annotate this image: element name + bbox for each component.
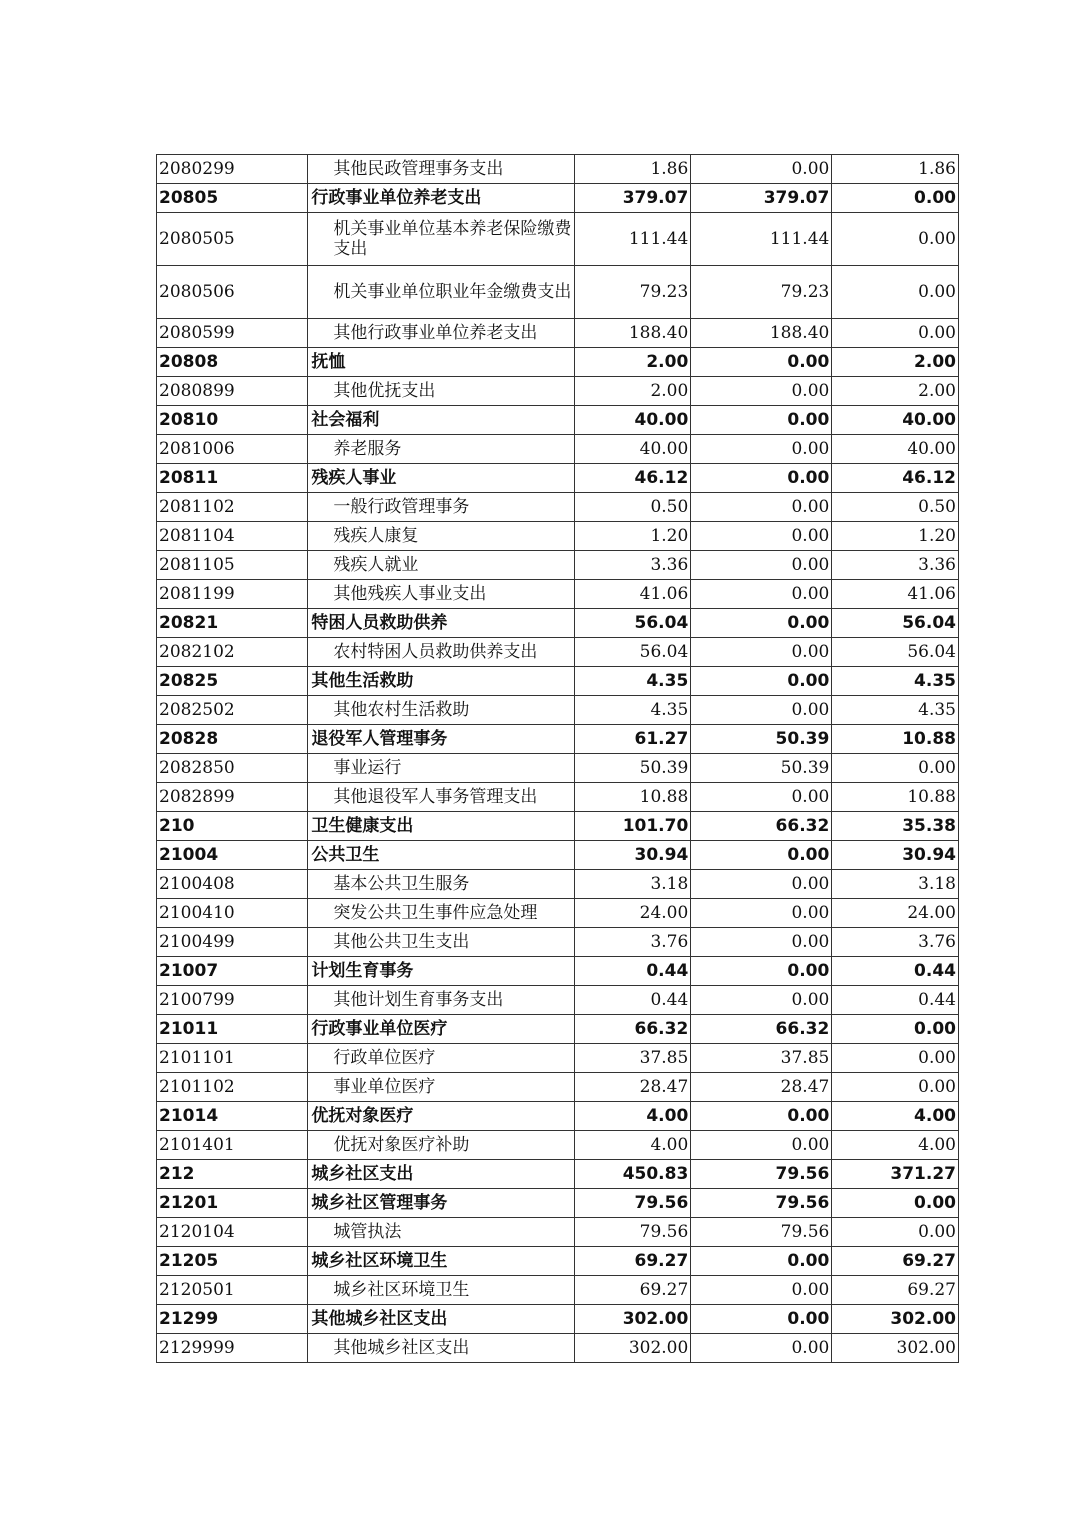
basic-expenditure-cell: 0.00 (691, 493, 832, 522)
item-name-text: 其他农村生活救助 (333, 700, 470, 720)
item-name-cell (308, 377, 575, 406)
account-code-cell: 2081104 (157, 522, 308, 551)
total-amount-cell: 302.00 (574, 1334, 690, 1363)
table-row (157, 1160, 959, 1189)
item-name-cell (308, 986, 575, 1015)
project-expenditure-cell: 0.00 (832, 1189, 959, 1218)
account-code-cell: 20810 (157, 406, 308, 435)
item-name-text: 机关事业单位基本养老保险缴费支出 (333, 219, 572, 259)
item-name-cell (308, 551, 575, 580)
account-code-cell: 20821 (157, 609, 308, 638)
project-expenditure-cell: 3.36 (832, 551, 959, 580)
total-amount-cell: 40.00 (574, 435, 690, 464)
item-name-text: 其他城乡社区支出 (333, 1338, 470, 1358)
account-code-cell: 2120501 (157, 1276, 308, 1305)
account-code-cell: 20805 (157, 184, 308, 213)
total-amount-cell: 0.44 (574, 957, 690, 986)
account-code-cell: 2081105 (157, 551, 308, 580)
total-amount-cell: 111.44 (574, 213, 690, 266)
account-code-cell: 2100799 (157, 986, 308, 1015)
account-code-cell: 2080299 (157, 155, 308, 184)
total-amount-cell: 66.32 (574, 1015, 690, 1044)
account-code-cell: 20808 (157, 348, 308, 377)
item-name-text: 退役军人管理事务 (311, 729, 448, 749)
basic-expenditure-cell: 66.32 (691, 1015, 832, 1044)
total-amount-cell: 30.94 (574, 841, 690, 870)
basic-expenditure-cell: 37.85 (691, 1044, 832, 1073)
item-name-cell (308, 609, 575, 638)
total-amount-cell: 0.44 (574, 986, 690, 1015)
item-name-text: 其他公共卫生支出 (333, 932, 470, 952)
account-code-cell: 2082850 (157, 754, 308, 783)
total-amount-cell: 79.23 (574, 266, 690, 319)
item-name-cell (308, 870, 575, 899)
item-name-text: 一般行政管理事务 (333, 497, 470, 517)
table-row (157, 696, 959, 725)
table-row (157, 348, 959, 377)
table-row (157, 184, 959, 213)
basic-expenditure-cell: 79.23 (691, 266, 832, 319)
project-expenditure-cell: 41.06 (832, 580, 959, 609)
total-amount-cell: 28.47 (574, 1073, 690, 1102)
item-name-text: 残疾人事业 (311, 468, 397, 488)
table-row (157, 1189, 959, 1218)
table-row (157, 609, 959, 638)
item-name-cell (308, 754, 575, 783)
table-row (157, 870, 959, 899)
item-name-cell (308, 1218, 575, 1247)
total-amount-cell: 2.00 (574, 377, 690, 406)
project-expenditure-cell: 69.27 (832, 1247, 959, 1276)
total-amount-cell: 69.27 (574, 1247, 690, 1276)
total-amount-cell: 79.56 (574, 1189, 690, 1218)
basic-expenditure-cell: 0.00 (691, 986, 832, 1015)
project-expenditure-cell: 0.00 (832, 184, 959, 213)
basic-expenditure-cell: 79.56 (691, 1160, 832, 1189)
item-name-cell (308, 841, 575, 870)
item-name-cell (308, 155, 575, 184)
basic-expenditure-cell: 0.00 (691, 1131, 832, 1160)
item-name-cell (308, 522, 575, 551)
account-code-cell: 2082102 (157, 638, 308, 667)
item-name-text: 其他城乡社区支出 (311, 1309, 448, 1329)
total-amount-cell: 2.00 (574, 348, 690, 377)
item-name-text: 城乡社区管理事务 (311, 1193, 448, 1213)
item-name-cell (308, 899, 575, 928)
basic-expenditure-cell: 0.00 (691, 1102, 832, 1131)
item-name-cell (308, 1044, 575, 1073)
item-name-cell (308, 1247, 575, 1276)
basic-expenditure-cell: 79.56 (691, 1189, 832, 1218)
project-expenditure-cell: 0.00 (832, 1218, 959, 1247)
table-row (157, 1218, 959, 1247)
account-code-cell: 2101102 (157, 1073, 308, 1102)
table-row (157, 319, 959, 348)
table-row (157, 1044, 959, 1073)
basic-expenditure-cell: 0.00 (691, 870, 832, 899)
expenditure-table (156, 154, 959, 1363)
total-amount-cell: 37.85 (574, 1044, 690, 1073)
basic-expenditure-cell: 28.47 (691, 1073, 832, 1102)
account-code-cell: 2120104 (157, 1218, 308, 1247)
basic-expenditure-cell: 0.00 (691, 435, 832, 464)
project-expenditure-cell: 30.94 (832, 841, 959, 870)
basic-expenditure-cell: 0.00 (691, 667, 832, 696)
total-amount-cell: 101.70 (574, 812, 690, 841)
account-code-cell: 21011 (157, 1015, 308, 1044)
account-code-cell: 21201 (157, 1189, 308, 1218)
project-expenditure-cell: 0.00 (832, 266, 959, 319)
item-name-text: 行政事业单位养老支出 (311, 188, 482, 208)
basic-expenditure-cell: 0.00 (691, 1276, 832, 1305)
item-name-text: 养老服务 (333, 439, 402, 459)
project-expenditure-cell: 24.00 (832, 899, 959, 928)
table-row (157, 213, 959, 266)
basic-expenditure-cell: 0.00 (691, 899, 832, 928)
item-name-cell (308, 348, 575, 377)
project-expenditure-cell: 0.00 (832, 319, 959, 348)
table-row (157, 266, 959, 319)
item-name-cell (308, 667, 575, 696)
item-name-text: 优抚对象医疗补助 (333, 1135, 470, 1155)
project-expenditure-cell: 4.35 (832, 667, 959, 696)
project-expenditure-cell: 10.88 (832, 725, 959, 754)
project-expenditure-cell: 56.04 (832, 609, 959, 638)
item-name-text: 抚恤 (311, 352, 346, 372)
total-amount-cell: 79.56 (574, 1218, 690, 1247)
basic-expenditure-cell: 0.00 (691, 783, 832, 812)
item-name-text: 其他计划生育事务支出 (333, 990, 504, 1010)
table-body (157, 155, 959, 1363)
total-amount-cell: 1.20 (574, 522, 690, 551)
item-name-text: 农村特困人员救助供养支出 (333, 642, 538, 662)
project-expenditure-cell: 0.00 (832, 1015, 959, 1044)
item-name-text: 其他民政管理事务支出 (333, 159, 504, 179)
account-code-cell: 2100408 (157, 870, 308, 899)
total-amount-cell: 188.40 (574, 319, 690, 348)
item-name-text: 残疾人就业 (333, 555, 419, 575)
total-amount-cell: 4.35 (574, 667, 690, 696)
project-expenditure-cell: 0.50 (832, 493, 959, 522)
project-expenditure-cell: 40.00 (832, 406, 959, 435)
basic-expenditure-cell: 0.00 (691, 841, 832, 870)
account-code-cell: 21004 (157, 841, 308, 870)
item-name-text: 其他优抚支出 (333, 381, 436, 401)
basic-expenditure-cell: 0.00 (691, 155, 832, 184)
item-name-cell (308, 812, 575, 841)
project-expenditure-cell: 40.00 (832, 435, 959, 464)
item-name-cell (308, 580, 575, 609)
total-amount-cell: 450.83 (574, 1160, 690, 1189)
basic-expenditure-cell: 0.00 (691, 1334, 832, 1363)
total-amount-cell: 3.18 (574, 870, 690, 899)
project-expenditure-cell: 302.00 (832, 1334, 959, 1363)
item-name-text: 城管执法 (333, 1222, 402, 1242)
item-name-cell (308, 464, 575, 493)
project-expenditure-cell: 3.76 (832, 928, 959, 957)
project-expenditure-cell: 1.20 (832, 522, 959, 551)
basic-expenditure-cell: 0.00 (691, 580, 832, 609)
item-name-cell (308, 1131, 575, 1160)
item-name-cell (308, 1334, 575, 1363)
total-amount-cell: 56.04 (574, 638, 690, 667)
table-row (157, 957, 959, 986)
item-name-text: 其他行政事业单位养老支出 (333, 323, 538, 343)
table-row (157, 1334, 959, 1363)
account-code-cell: 20828 (157, 725, 308, 754)
project-expenditure-cell: 0.00 (832, 213, 959, 266)
project-expenditure-cell: 2.00 (832, 348, 959, 377)
basic-expenditure-cell: 0.00 (691, 406, 832, 435)
account-code-cell: 21007 (157, 957, 308, 986)
table-row (157, 1073, 959, 1102)
item-name-cell (308, 213, 575, 266)
total-amount-cell: 46.12 (574, 464, 690, 493)
basic-expenditure-cell: 188.40 (691, 319, 832, 348)
account-code-cell: 2081199 (157, 580, 308, 609)
basic-expenditure-cell: 79.56 (691, 1218, 832, 1247)
table-row (157, 435, 959, 464)
total-amount-cell: 379.07 (574, 184, 690, 213)
project-expenditure-cell: 4.00 (832, 1102, 959, 1131)
item-name-text: 事业运行 (333, 758, 402, 778)
total-amount-cell: 24.00 (574, 899, 690, 928)
table-row (157, 377, 959, 406)
account-code-cell: 2080599 (157, 319, 308, 348)
item-name-text: 社会福利 (311, 410, 380, 430)
table-row (157, 406, 959, 435)
basic-expenditure-cell: 50.39 (691, 754, 832, 783)
table-row (157, 899, 959, 928)
project-expenditure-cell: 69.27 (832, 1276, 959, 1305)
project-expenditure-cell: 0.00 (832, 754, 959, 783)
basic-expenditure-cell: 379.07 (691, 184, 832, 213)
item-name-cell (308, 319, 575, 348)
account-code-cell: 2080899 (157, 377, 308, 406)
basic-expenditure-cell: 0.00 (691, 464, 832, 493)
basic-expenditure-cell: 0.00 (691, 957, 832, 986)
table-row (157, 841, 959, 870)
total-amount-cell: 61.27 (574, 725, 690, 754)
item-name-text: 其他生活救助 (311, 671, 414, 691)
account-code-cell: 21014 (157, 1102, 308, 1131)
project-expenditure-cell: 10.88 (832, 783, 959, 812)
project-expenditure-cell: 371.27 (832, 1160, 959, 1189)
account-code-cell: 2100410 (157, 899, 308, 928)
account-code-cell: 2082899 (157, 783, 308, 812)
total-amount-cell: 302.00 (574, 1305, 690, 1334)
table-row (157, 1015, 959, 1044)
table-row (157, 783, 959, 812)
basic-expenditure-cell: 0.00 (691, 522, 832, 551)
table-row (157, 551, 959, 580)
item-name-text: 城乡社区环境卫生 (311, 1251, 448, 1271)
project-expenditure-cell: 3.18 (832, 870, 959, 899)
table-row (157, 1305, 959, 1334)
table-row (157, 493, 959, 522)
total-amount-cell: 4.35 (574, 696, 690, 725)
item-name-cell (308, 1305, 575, 1334)
project-expenditure-cell: 302.00 (832, 1305, 959, 1334)
item-name-cell (308, 1102, 575, 1131)
total-amount-cell: 3.36 (574, 551, 690, 580)
item-name-text: 城乡社区支出 (311, 1164, 414, 1184)
item-name-text: 计划生育事务 (311, 961, 414, 981)
account-code-cell: 212 (157, 1160, 308, 1189)
item-name-cell (308, 1015, 575, 1044)
total-amount-cell: 1.86 (574, 155, 690, 184)
account-code-cell: 2100499 (157, 928, 308, 957)
project-expenditure-cell: 56.04 (832, 638, 959, 667)
item-name-cell (308, 184, 575, 213)
item-name-text: 突发公共卫生事件应急处理 (333, 903, 538, 923)
project-expenditure-cell: 46.12 (832, 464, 959, 493)
table-row (157, 580, 959, 609)
basic-expenditure-cell: 0.00 (691, 1247, 832, 1276)
table-row (157, 725, 959, 754)
table-row (157, 155, 959, 184)
item-name-text: 卫生健康支出 (311, 816, 414, 836)
item-name-text: 机关事业单位职业年金缴费支出 (333, 282, 572, 302)
total-amount-cell: 10.88 (574, 783, 690, 812)
table-row (157, 667, 959, 696)
basic-expenditure-cell: 111.44 (691, 213, 832, 266)
account-code-cell: 2101401 (157, 1131, 308, 1160)
basic-expenditure-cell: 0.00 (691, 609, 832, 638)
account-code-cell: 2129999 (157, 1334, 308, 1363)
item-name-cell (308, 725, 575, 754)
account-code-cell: 21205 (157, 1247, 308, 1276)
table-row (157, 812, 959, 841)
project-expenditure-cell: 4.35 (832, 696, 959, 725)
account-code-cell: 2081102 (157, 493, 308, 522)
item-name-cell (308, 1276, 575, 1305)
project-expenditure-cell: 0.00 (832, 1044, 959, 1073)
project-expenditure-cell: 35.38 (832, 812, 959, 841)
total-amount-cell: 40.00 (574, 406, 690, 435)
item-name-text: 公共卫生 (311, 845, 380, 865)
total-amount-cell: 69.27 (574, 1276, 690, 1305)
table-row (157, 464, 959, 493)
account-code-cell: 2080505 (157, 213, 308, 266)
item-name-cell (308, 435, 575, 464)
item-name-cell (308, 928, 575, 957)
item-name-text: 其他残疾人事业支出 (333, 584, 487, 604)
total-amount-cell: 56.04 (574, 609, 690, 638)
item-name-text: 行政事业单位医疗 (311, 1019, 448, 1039)
account-code-cell: 20811 (157, 464, 308, 493)
item-name-cell (308, 266, 575, 319)
basic-expenditure-cell: 0.00 (691, 638, 832, 667)
account-code-cell: 210 (157, 812, 308, 841)
total-amount-cell: 4.00 (574, 1131, 690, 1160)
item-name-text: 事业单位医疗 (333, 1077, 436, 1097)
basic-expenditure-cell: 0.00 (691, 348, 832, 377)
table-row (157, 638, 959, 667)
basic-expenditure-cell: 0.00 (691, 1305, 832, 1334)
item-name-cell (308, 1160, 575, 1189)
table-row (157, 986, 959, 1015)
item-name-cell (308, 783, 575, 812)
item-name-cell (308, 493, 575, 522)
basic-expenditure-cell: 50.39 (691, 725, 832, 754)
account-code-cell: 2082502 (157, 696, 308, 725)
item-name-cell (308, 957, 575, 986)
item-name-text: 城乡社区环境卫生 (333, 1280, 470, 1300)
item-name-text: 基本公共卫生服务 (333, 874, 470, 894)
account-code-cell: 21299 (157, 1305, 308, 1334)
table-row (157, 1247, 959, 1276)
item-name-cell (308, 1189, 575, 1218)
account-code-cell: 2101101 (157, 1044, 308, 1073)
item-name-cell (308, 406, 575, 435)
item-name-text: 优抚对象医疗 (311, 1106, 414, 1126)
table-row (157, 754, 959, 783)
item-name-text: 其他退役军人事务管理支出 (333, 787, 538, 807)
table-row (157, 1276, 959, 1305)
basic-expenditure-cell: 66.32 (691, 812, 832, 841)
project-expenditure-cell: 1.86 (832, 155, 959, 184)
project-expenditure-cell: 4.00 (832, 1131, 959, 1160)
account-code-cell: 2081006 (157, 435, 308, 464)
basic-expenditure-cell: 0.00 (691, 377, 832, 406)
total-amount-cell: 41.06 (574, 580, 690, 609)
item-name-text: 特困人员救助供养 (311, 613, 448, 633)
table-row (157, 1102, 959, 1131)
item-name-text: 行政单位医疗 (333, 1048, 436, 1068)
basic-expenditure-cell: 0.00 (691, 928, 832, 957)
table-row (157, 1131, 959, 1160)
item-name-cell (308, 638, 575, 667)
total-amount-cell: 0.50 (574, 493, 690, 522)
project-expenditure-cell: 0.44 (832, 986, 959, 1015)
project-expenditure-cell: 0.00 (832, 1073, 959, 1102)
project-expenditure-cell: 0.44 (832, 957, 959, 986)
item-name-cell (308, 1073, 575, 1102)
table-row (157, 522, 959, 551)
total-amount-cell: 3.76 (574, 928, 690, 957)
project-expenditure-cell: 2.00 (832, 377, 959, 406)
basic-expenditure-cell: 0.00 (691, 696, 832, 725)
account-code-cell: 2080506 (157, 266, 308, 319)
basic-expenditure-cell: 0.00 (691, 551, 832, 580)
item-name-text: 残疾人康复 (333, 526, 419, 546)
total-amount-cell: 4.00 (574, 1102, 690, 1131)
item-name-cell (308, 696, 575, 725)
table-row (157, 928, 959, 957)
total-amount-cell: 50.39 (574, 754, 690, 783)
account-code-cell: 20825 (157, 667, 308, 696)
